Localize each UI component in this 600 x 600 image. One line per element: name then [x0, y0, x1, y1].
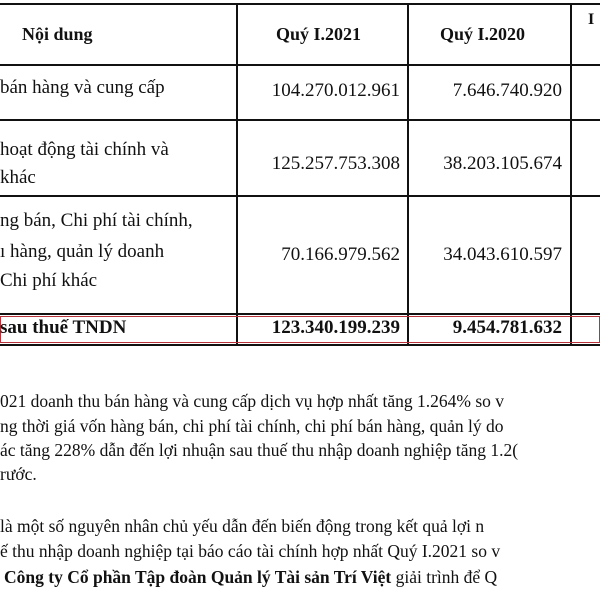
row2-label-line2: khác — [0, 167, 36, 188]
row3-label-line1: ng bán, Chi phí tài chính, — [0, 210, 193, 231]
row3-label-line2: ı hàng, quản lý doanh — [0, 241, 165, 262]
header-q1-2021: Quý I.2021 — [276, 24, 362, 44]
paragraph-1-line-4: rước. — [0, 464, 37, 484]
paragraph-1-line-3: ác tăng 228% dẫn đến lợi nhuận sau thuế thu nhập doanh nghiệp tăng 1.2( — [0, 440, 519, 460]
row2-q1-2020: 38.203.105.674 — [443, 153, 562, 174]
row1-q1-2020: 7.646.740.920 — [452, 80, 562, 101]
row1-label: bán hàng và cung cấp — [0, 77, 165, 98]
paragraph-1-line-1: 021 doanh thu bán hàng và cung cấp dịch vụ hợp nhất tăng 1.264% so v — [0, 391, 505, 411]
row3-label-line3: Chi phí khác — [0, 270, 98, 291]
col-divider-3 — [570, 3, 572, 345]
row4-label: sau thuế TNDN — [0, 317, 127, 338]
row2-bottom-border — [0, 195, 600, 197]
row2-q1-2021: 125.257.753.308 — [271, 153, 400, 174]
paragraph-3-rest: giải trình để Q — [391, 567, 498, 587]
header-q1-2020: Quý I.2020 — [440, 24, 526, 44]
row4-q1-2020: 9.454.781.632 — [452, 317, 562, 338]
paragraph-3-line-1 — [4, 565, 497, 589]
header-extra: I — [588, 11, 595, 28]
row1-bottom-border — [0, 119, 600, 121]
row2-label-line1: hoạt động tài chính và — [0, 139, 169, 160]
header-content: Nội dung — [22, 24, 93, 44]
paragraph-1-line-2: ng thời giá vốn hàng bán, chi phí tài chính, chi phí bán hàng, quản lý do — [0, 416, 504, 436]
paragraph-2-line-1: là một số nguyên nhân chủ yếu dẫn đến biến động trong kết quả lợi n — [0, 516, 485, 536]
row4-q1-2021: 123.340.199.239 — [271, 317, 400, 338]
header-bottom-border — [0, 64, 600, 66]
row3-q1-2020: 34.043.610.597 — [443, 244, 562, 265]
table-bottom-border — [0, 344, 600, 346]
paragraph-2-line-2: ế thu nhập doanh nghiệp tại báo cáo tài chính hợp nhất Quý I.2021 so v — [0, 541, 501, 561]
table-top-border — [0, 3, 600, 5]
company-name: Công ty Cổ phần Tập đoàn Quản lý Tài sản Trí Việt — [4, 567, 392, 587]
row3-q1-2021: 70.166.979.562 — [281, 244, 400, 265]
row1-q1-2021: 104.270.012.961 — [271, 80, 400, 101]
